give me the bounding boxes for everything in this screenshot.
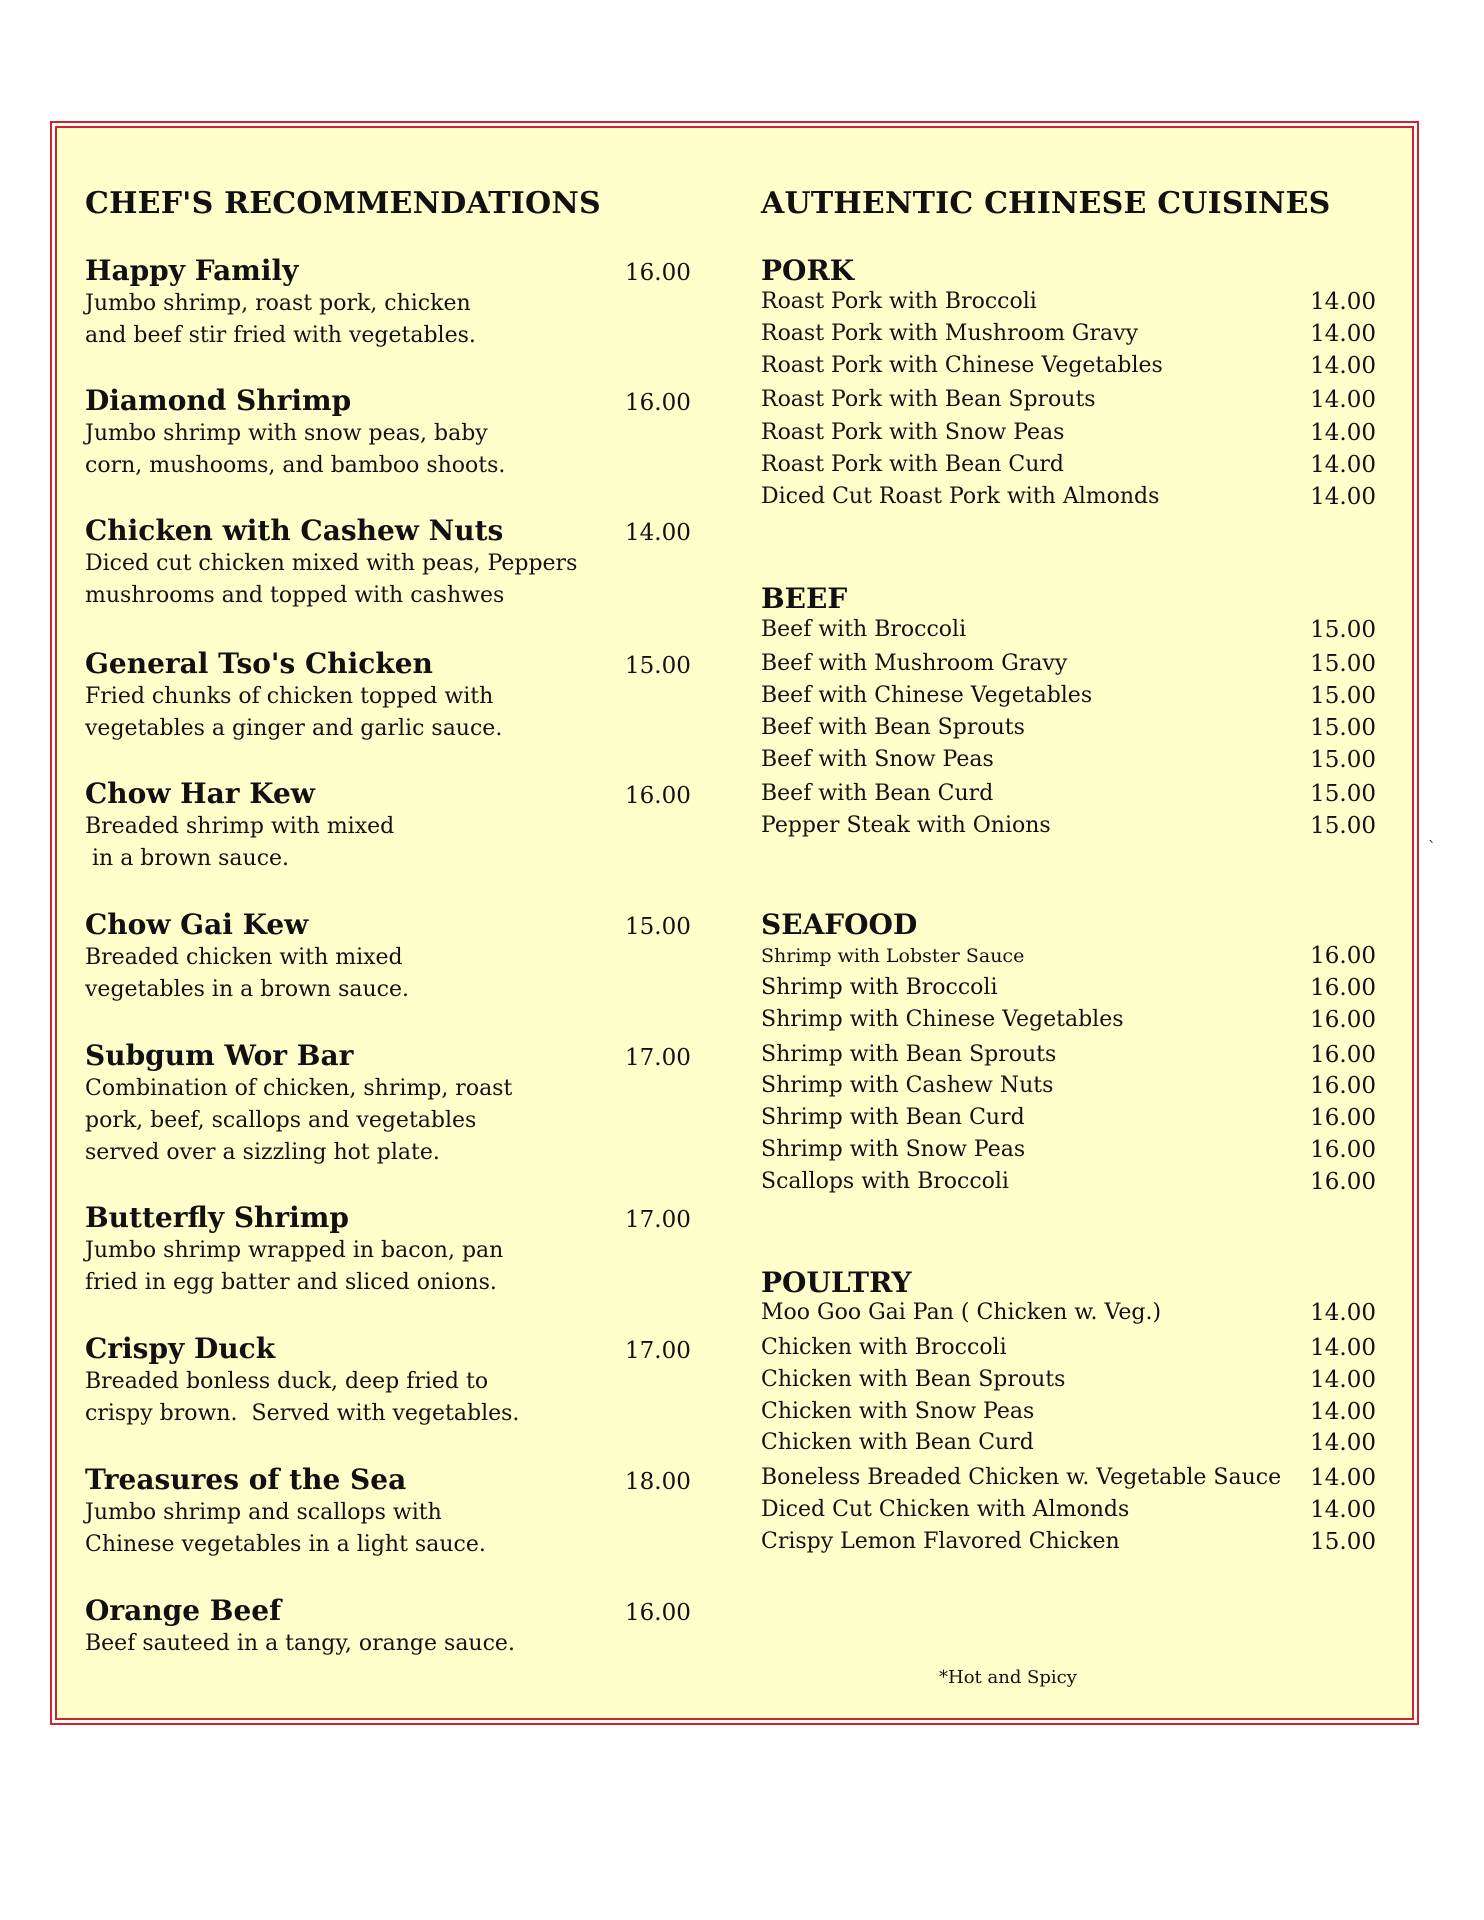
item-name: Diced Cut Roast Pork with Almonds	[761, 484, 1160, 509]
dish-name: Happy Family	[85, 254, 299, 287]
dish-subgum-wor-bar	[85, 1039, 715, 1169]
item-price: 14.00	[1310, 452, 1376, 478]
item-name: Scallops with Broccoli	[761, 1169, 1009, 1194]
list-item	[761, 1071, 1376, 1101]
dish-diamond-shrimp	[85, 384, 715, 482]
section-title-beef: BEEF	[761, 582, 848, 615]
dish-name: Diamond Shrimp	[85, 384, 352, 417]
list-item	[761, 1103, 1376, 1133]
menu-panel	[55, 126, 1414, 1720]
item-price: 16.00	[1310, 1042, 1376, 1068]
item-name: Beef with Chinese Vegetables	[761, 683, 1093, 708]
list-item	[761, 779, 1376, 809]
item-price: 15.00	[1310, 683, 1376, 709]
item-price: 15.00	[1310, 813, 1376, 839]
item-price: 16.00	[1310, 943, 1376, 969]
item-price: 15.00	[1310, 715, 1376, 741]
item-price: 14.00	[1310, 484, 1376, 510]
item-price: 15.00	[1310, 747, 1376, 773]
dish-price: 15.00	[625, 653, 691, 679]
dish-description: Jumbo shrimp wrapped in bacon, pan fried in egg batter and sliced onions.	[85, 1238, 504, 1295]
list-item	[761, 649, 1376, 679]
section-title-pork: PORK	[761, 254, 855, 287]
list-item	[761, 450, 1376, 480]
list-item	[761, 1527, 1376, 1557]
item-price: 14.00	[1310, 1335, 1376, 1361]
item-price: 15.00	[1310, 651, 1376, 677]
dish-price: 16.00	[625, 1600, 691, 1626]
item-name: Roast Pork with Broccoli	[761, 289, 1037, 314]
item-price: 14.00	[1310, 420, 1376, 446]
dish-description: Breaded bonless duck, deep fried to crispy brown. Served with vegetables.	[85, 1369, 520, 1426]
dish-name: Butterfly Shrimp	[85, 1201, 350, 1234]
list-item	[761, 811, 1376, 841]
item-name: Roast Pork with Bean Sprouts	[761, 387, 1096, 412]
list-item	[761, 287, 1376, 317]
item-name: Pepper Steak with Onions	[761, 813, 1051, 838]
dish-price: 14.00	[625, 520, 691, 546]
item-name: Chicken with Bean Curd	[761, 1430, 1034, 1455]
dish-description: Jumbo shrimp, roast pork, chicken and beef stir fried with vegetables.	[85, 291, 476, 348]
item-name: Beef with Broccoli	[761, 617, 967, 642]
dish-price: 15.00	[625, 914, 691, 940]
dish-orange-beef	[85, 1594, 715, 1660]
item-name: Beef with Mushroom Gravy	[761, 651, 1068, 676]
list-item	[761, 681, 1376, 711]
dish-happy-family	[85, 254, 715, 352]
item-name: Roast Pork with Chinese Vegetables	[761, 353, 1163, 378]
list-item	[761, 1365, 1376, 1395]
dish-description: Combination of chicken, shrimp, roast pork, beef, scallops and vegetables served over a sizzling hot plate.	[85, 1076, 513, 1165]
hot-and-spicy-footnote: *Hot and Spicy	[939, 1667, 1077, 1688]
list-item	[761, 385, 1376, 415]
item-price: 16.00	[1310, 1073, 1376, 1099]
list-item	[761, 418, 1376, 448]
dish-description: Fried chunks of chicken topped with vegetables a ginger and garlic sauce.	[85, 684, 503, 741]
item-name: Diced Cut Chicken with Almonds	[761, 1497, 1130, 1522]
dish-price: 16.00	[625, 783, 691, 809]
item-price: 14.00	[1310, 1465, 1376, 1491]
item-name: Shrimp with Cashew Nuts	[761, 1073, 1054, 1098]
item-price: 14.00	[1310, 387, 1376, 413]
list-item	[761, 1040, 1376, 1070]
item-name: Chicken with Bean Sprouts	[761, 1367, 1066, 1392]
dish-crispy-duck	[85, 1332, 715, 1430]
dish-name: Subgum Wor Bar	[85, 1039, 354, 1072]
dish-description: Breaded chicken with mixed vegetables in a brown sauce.	[85, 945, 409, 1002]
list-item	[761, 713, 1376, 743]
authentic-cuisines-heading: AUTHENTIC CHINESE CUISINES	[761, 186, 1331, 221]
item-name: Beef with Bean Sprouts	[761, 715, 1025, 740]
section-title-poultry: POULTRY	[761, 1266, 912, 1299]
item-price: 16.00	[1310, 1105, 1376, 1131]
dish-name: Crispy Duck	[85, 1332, 276, 1365]
dish-treasures-of-the-sea	[85, 1463, 715, 1561]
item-name: Beef with Bean Curd	[761, 781, 994, 806]
list-item	[761, 1167, 1376, 1197]
menu-frame	[50, 121, 1419, 1725]
list-item	[761, 351, 1376, 381]
dish-price: 18.00	[625, 1469, 691, 1495]
dish-general-tsos-chicken	[85, 647, 715, 745]
dish-name: Treasures of the Sea	[85, 1463, 407, 1496]
list-item	[761, 482, 1376, 512]
item-price: 15.00	[1310, 1529, 1376, 1555]
stray-mark: `	[1428, 838, 1436, 857]
item-price: 14.00	[1310, 1300, 1376, 1326]
item-price: 14.00	[1310, 1497, 1376, 1523]
item-price: 14.00	[1310, 321, 1376, 347]
item-name: Shrimp with Lobster Sauce	[761, 945, 1025, 967]
item-price: 14.00	[1310, 289, 1376, 315]
list-item	[761, 1495, 1376, 1525]
dish-price: 16.00	[625, 260, 691, 286]
item-price: 14.00	[1310, 353, 1376, 379]
list-item	[761, 319, 1376, 349]
item-name: Crispy Lemon Flavored Chicken	[761, 1529, 1120, 1554]
item-name: Roast Pork with Snow Peas	[761, 420, 1065, 445]
dish-name: Chow Gai Kew	[85, 908, 309, 941]
list-item	[761, 1135, 1376, 1165]
item-price: 15.00	[1310, 617, 1376, 643]
dish-butterfly-shrimp	[85, 1201, 715, 1299]
dish-chow-har-kew	[85, 777, 715, 875]
list-item	[761, 615, 1376, 645]
dish-chow-gai-kew	[85, 908, 715, 1006]
item-price: 14.00	[1310, 1399, 1376, 1425]
item-name: Roast Pork with Mushroom Gravy	[761, 321, 1138, 346]
dish-price: 17.00	[625, 1338, 691, 1364]
item-name: Boneless Breaded Chicken w. Vegetable Sauce	[761, 1465, 1282, 1490]
list-item	[761, 973, 1376, 1003]
item-price: 16.00	[1310, 975, 1376, 1001]
dish-description: Breaded shrimp with mixed in a brown sauce.	[85, 814, 395, 871]
item-name: Moo Goo Gai Pan ( Chicken w. Veg.)	[761, 1300, 1162, 1325]
item-name: Beef with Snow Peas	[761, 747, 994, 772]
list-item	[761, 1333, 1376, 1363]
item-price: 16.00	[1310, 1007, 1376, 1033]
dish-name: Chow Har Kew	[85, 777, 315, 810]
dish-name: Chicken with Cashew Nuts	[85, 514, 504, 547]
list-item	[761, 941, 1376, 971]
dish-chicken-cashew-nuts	[85, 514, 715, 612]
item-price: 14.00	[1310, 1430, 1376, 1456]
item-price: 14.00	[1310, 1367, 1376, 1393]
dish-description: Diced cut chicken mixed with peas, Peppers mushrooms and topped with cashwes	[85, 551, 578, 608]
list-item	[761, 745, 1376, 775]
dish-price: 16.00	[625, 390, 691, 416]
item-name: Shrimp with Bean Curd	[761, 1105, 1025, 1130]
dish-name: General Tso's Chicken	[85, 647, 433, 680]
item-name: Shrimp with Snow Peas	[761, 1137, 1026, 1162]
list-item	[761, 1463, 1376, 1493]
dish-name: Orange Beef	[85, 1594, 282, 1627]
dish-description: Beef sauteed in a tangy, orange sauce.	[85, 1631, 515, 1656]
list-item	[761, 1005, 1376, 1035]
item-price: 15.00	[1310, 781, 1376, 807]
item-name: Shrimp with Broccoli	[761, 975, 998, 1000]
item-price: 16.00	[1310, 1137, 1376, 1163]
list-item	[761, 1428, 1376, 1458]
dish-description: Jumbo shrimp with snow peas, baby corn, mushooms, and bamboo shoots.	[85, 421, 506, 478]
dish-price: 17.00	[625, 1207, 691, 1233]
list-item	[761, 1397, 1376, 1427]
item-name: Shrimp with Chinese Vegetables	[761, 1007, 1124, 1032]
dish-price: 17.00	[625, 1045, 691, 1071]
item-name: Shrimp with Bean Sprouts	[761, 1042, 1057, 1067]
item-name: Chicken with Broccoli	[761, 1335, 1007, 1360]
dish-description: Jumbo shrimp and scallops with Chinese vegetables in a light sauce.	[85, 1500, 486, 1557]
item-name: Roast Pork with Bean Curd	[761, 452, 1064, 477]
chefs-recommendations-heading: CHEF'S RECOMMENDATIONS	[85, 186, 601, 221]
list-item	[761, 1298, 1376, 1328]
item-name: Chicken with Snow Peas	[761, 1399, 1035, 1424]
item-price: 16.00	[1310, 1169, 1376, 1195]
section-title-seafood: SEAFOOD	[761, 908, 918, 941]
